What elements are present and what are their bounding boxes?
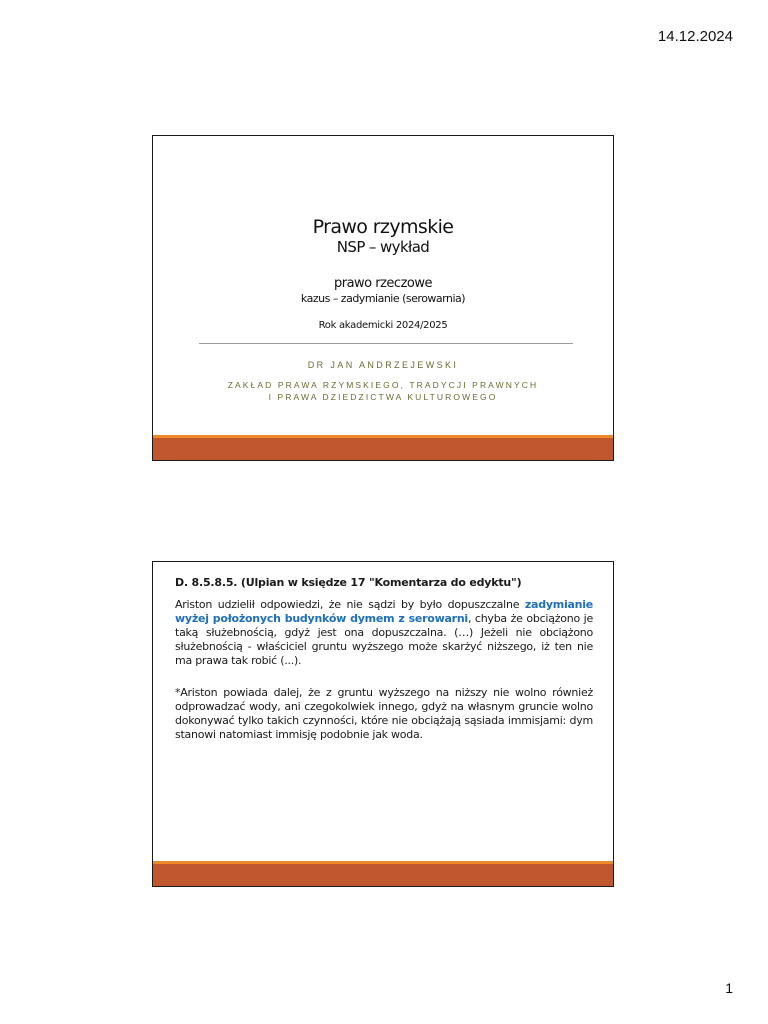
slide-title: Prawo rzymskie	[312, 216, 454, 238]
title-block	[153, 216, 613, 331]
title-slide	[152, 135, 614, 461]
slide-case: kazus – zadymianie (serowarnia)	[300, 292, 466, 305]
slide-subtitle: NSP – wykład	[336, 238, 430, 256]
slide-footer-bar	[153, 435, 613, 460]
paragraph-2: *Ariston powiada dalej, że z gruntu wyższego na niższy nie wolno również odprowadzać wody, ani czegokolwiek innego, gdyż na własnym gruncie wolno dokonywać tylko takich czynności, które nie obciążają sąsiada immisjami: dym stanowi natomiast immisję podobnie jak woda.	[175, 686, 593, 741]
paragraph-1-start: Ariston udzielił odpowiedzi, że nie sądzi by było dopuszczalne	[175, 598, 525, 611]
academic-year: Rok akademicki 2024/2025	[318, 320, 448, 331]
author-name: DR JAN ANDRZEJEWSKI	[307, 360, 459, 370]
slide-topic: prawo rzeczowe	[333, 276, 432, 291]
title-divider	[199, 343, 573, 344]
department-line-1: ZAKŁAD PRAWA RZYMSKIEGO, TRADYCJI PRAWNYCH	[227, 380, 539, 390]
department-line-2: I PRAWA DZIEDZICTWA KULTUROWEGO	[268, 392, 498, 402]
source-heading: D. 8.5.8.5. (Ulpian w księdze 17 "Komentarza do edyktu")	[175, 576, 522, 589]
paragraph-1-end: , chyba że obciążono je taką służebnością, gdyż jest ona dopuszczalna. (…) Jeżeli nie obciążono służebnością - właściciel gruntu wyższego może skarżyć niższego, iż ten nie ma prawa tak robić (...).	[175, 612, 593, 667]
highlighted-phrase: zadymianie wyżej położonych budynków dymem z serowarni	[175, 598, 593, 625]
page-number: 1	[725, 980, 733, 996]
slide-footer-bar	[153, 861, 613, 886]
content-slide	[152, 561, 614, 887]
department	[153, 379, 613, 403]
slide-content	[175, 576, 593, 742]
page-date: 14.12.2024	[657, 28, 733, 45]
paragraph-1	[175, 598, 593, 668]
